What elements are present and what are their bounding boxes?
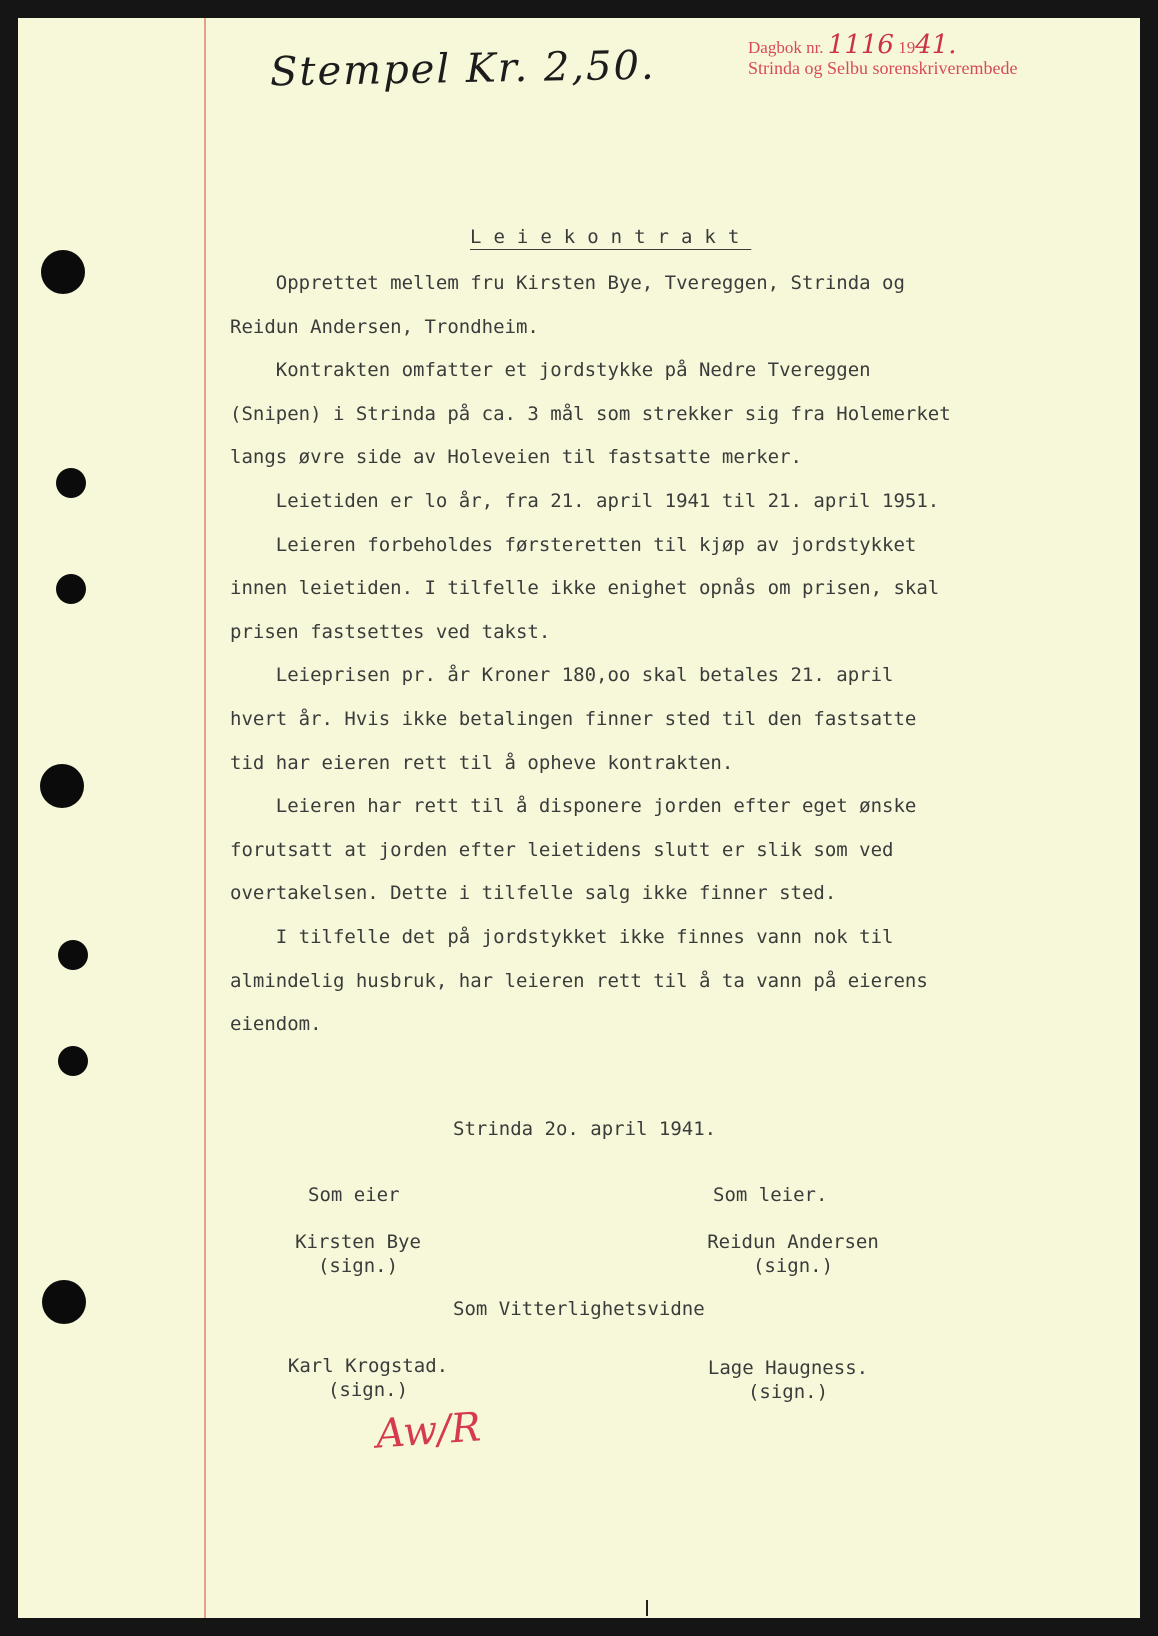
- punch-hole: [56, 468, 86, 498]
- document-title: Leiekontrakt: [470, 226, 752, 248]
- punch-hole: [58, 1046, 88, 1076]
- fold-mark: [646, 1600, 648, 1616]
- body-line: hvert år. Hvis ikke betalingen finner sted til den fastsatte: [230, 708, 917, 730]
- stamp-year-suffix: 41.: [915, 30, 957, 60]
- owner-role: Som eier: [308, 1184, 400, 1206]
- witness1-block: [253, 1354, 483, 1402]
- body-line: almindelig husbruk, har leieren rett til å ta vann på eierens: [230, 970, 928, 992]
- witness1-name: Karl Krogstad.: [287, 1355, 449, 1377]
- owner-signature-block: [258, 1230, 458, 1278]
- punch-hole: [58, 940, 88, 970]
- body-line: Leieprisen pr. år Kroner 180,oo skal betales 21. april: [230, 664, 894, 686]
- punch-hole: [56, 574, 86, 604]
- punch-hole: [42, 1280, 86, 1324]
- punch-hole: [41, 250, 85, 294]
- stamp-year-prefix: 19: [898, 38, 916, 57]
- witness2-name: Lage Haugness.: [707, 1357, 869, 1379]
- body-line: Kontrakten omfatter et jordstykke på Nedre Tvereggen: [230, 359, 871, 381]
- body-line: Leieren har rett til å disponere jorden efter eget ønske: [230, 795, 917, 817]
- handwritten-stamp-fee: Stempel Kr. 2,50.: [269, 42, 657, 96]
- body-line: overtakelsen. Dette i tilfelle salg ikke finner sted.: [230, 882, 837, 904]
- body-line: tid har eieren rett til å opheve kontrakten.: [230, 752, 734, 774]
- owner-name: Kirsten Bye: [295, 1231, 421, 1253]
- stamp-dagbok-number: 1116: [827, 30, 894, 60]
- body-line: Opprettet mellem fru Kirsten Bye, Tvereggen, Strinda og: [230, 272, 905, 294]
- witness2-sign: (sign.): [747, 1381, 829, 1403]
- diary-stamp-number: [748, 30, 957, 60]
- witness2-block: [668, 1356, 908, 1404]
- place-date: Strinda 2o. april 1941.: [453, 1118, 717, 1140]
- body-line: innen leietiden. I tilfelle ikke enighet opnås om prisen, skal: [230, 577, 940, 599]
- punch-hole: [40, 764, 84, 808]
- tenant-role: Som leier.: [713, 1184, 828, 1206]
- witness1-sign: (sign.): [327, 1379, 409, 1401]
- document-page: [18, 18, 1140, 1618]
- body-line: eiendom.: [230, 1013, 322, 1035]
- tenant-name: Reidun Andersen: [707, 1231, 879, 1253]
- body-line: Leietiden er lo år, fra 21. april 1941 til 21. april 1951.: [230, 490, 940, 512]
- body-line: Leieren forbeholdes førsteretten til kjøp av jordstykket: [230, 534, 917, 556]
- witness-heading: Som Vitterlighetsvidne: [453, 1298, 705, 1320]
- body-line: Reidun Andersen, Trondheim.: [230, 316, 539, 338]
- body-line: langs øvre side av Holeveien til fastsatte merker.: [230, 446, 802, 468]
- handwritten-initials: Aw/R: [374, 1404, 483, 1458]
- body-line: I tilfelle det på jordstykket ikke finnes vann nok til: [230, 926, 894, 948]
- body-line: (Snipen) i Strinda på ca. 3 mål som strekker sig fra Holemerket: [230, 403, 951, 425]
- margin-line: [204, 18, 206, 1618]
- body-line: prisen fastsettes ved takst.: [230, 621, 551, 643]
- stamp-dagbok-label: Dagbok nr.: [748, 38, 824, 57]
- diary-stamp-office: Strinda og Selbu sorenskriverembede: [748, 58, 1018, 78]
- owner-sign: (sign.): [317, 1255, 399, 1277]
- body-line: forutsatt at jorden efter leietidens slutt er slik som ved: [230, 839, 894, 861]
- tenant-sign: (sign.): [752, 1255, 834, 1277]
- tenant-signature-block: [668, 1230, 918, 1278]
